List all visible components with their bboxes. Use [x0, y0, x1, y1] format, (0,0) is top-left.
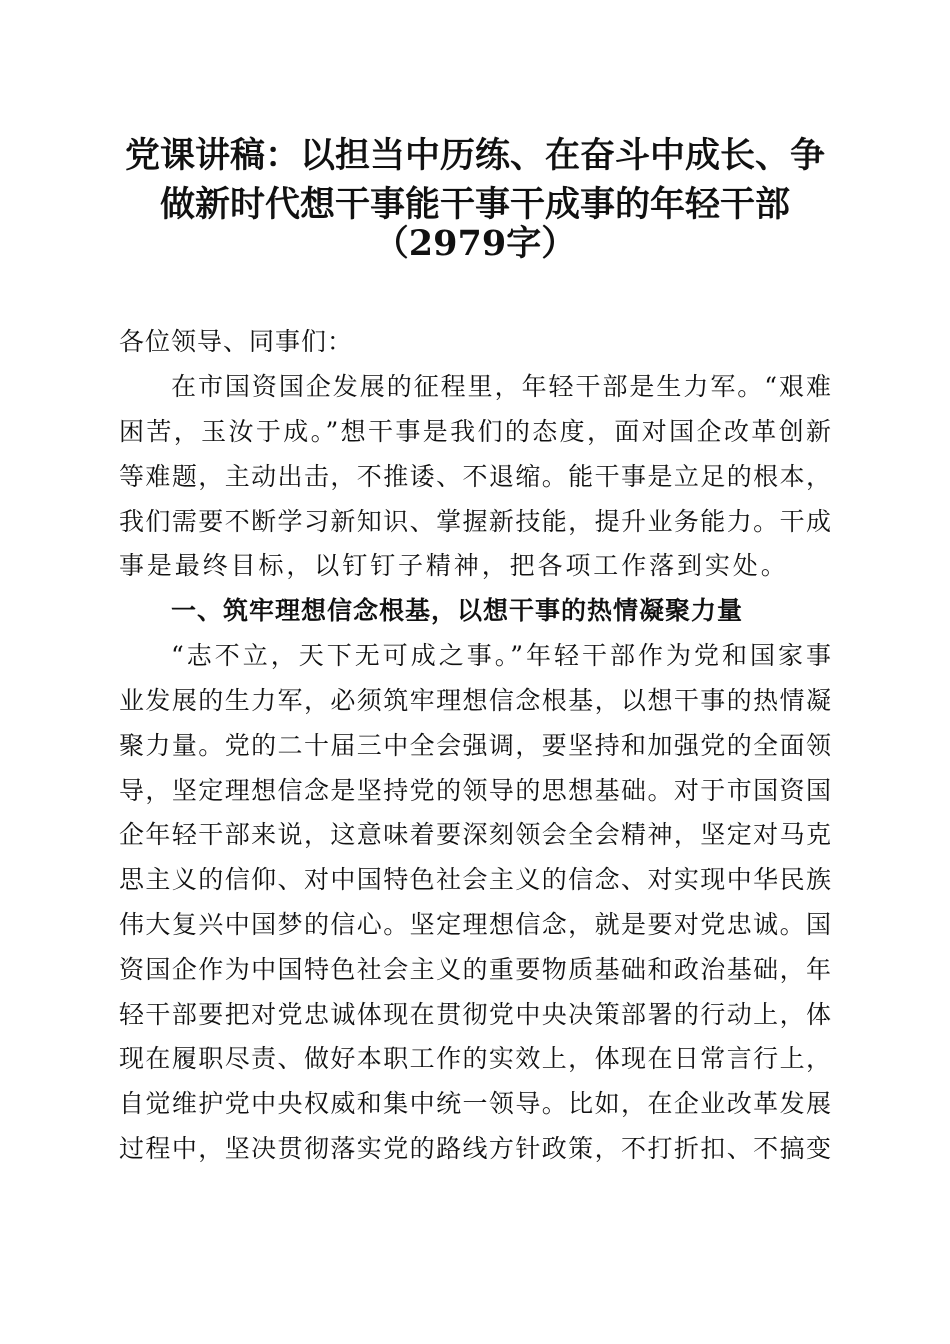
section-paragraph-line: 自觉维护党中央权威和集中统一领导。比如，在企业改革发展 [119, 1089, 831, 1118]
document-title-line-2: 做新时代想干事能干事干成事的年轻干部 [159, 184, 790, 225]
intro-paragraph-line: 在市国资国企发展的征程里，年轻干部是生力军。“艰难 [171, 372, 831, 401]
intro-paragraph-line: 事是最终目标，以钉钉子精神，把各项工作落到实处。 [119, 551, 789, 580]
document-title-line-1: 党课讲稿：以担当中历练、在奋斗中成长、争 [124, 135, 825, 176]
salutation: 各位领导、同事们： [119, 327, 354, 356]
intro-paragraph-line: 困苦，玉汝于成。”想干事是我们的态度，面对国企改革创新 [119, 417, 831, 446]
section-paragraph-line: 企年轻干部来说，这意味着要深刻领会全会精神，坚定对马克 [119, 820, 831, 849]
intro-paragraph-line: 我们需要不断学习新知识、掌握新技能，提升业务能力。干成 [119, 507, 831, 536]
section-paragraph-line: 资国企作为中国特色社会主义的重要物质基础和政治基础，年 [119, 955, 831, 984]
section-heading: 一、筑牢理想信念根基，以想干事的热情凝聚力量 [171, 596, 744, 625]
section-paragraph-line: 轻干部要把对党忠诚体现在贯彻党中央决策部署的行动上，体 [119, 1000, 831, 1029]
section-paragraph-line: 现在履职尽责、做好本职工作的实效上，体现在日常言行上， [119, 1044, 831, 1073]
document-title-word-count: （2979字） [373, 223, 577, 264]
section-paragraph-line: 聚力量。党的二十届三中全会强调，要坚持和加强党的全面领 [119, 731, 831, 760]
section-paragraph-line: 伟大复兴中国梦的信心。坚定理想信念，就是要对党忠诚。国 [119, 910, 831, 939]
section-paragraph-line: “志不立，天下无可成之事。”年轻干部作为党和国家事 [171, 641, 831, 670]
section-paragraph-line: 过程中，坚决贯彻落实党的路线方针政策，不打折扣、不搞变 [119, 1134, 831, 1163]
intro-paragraph-line: 等难题，主动出击，不推诿、不退缩。能干事是立足的根本， [119, 462, 831, 491]
section-paragraph-line: 思主义的信仰、对中国特色社会主义的信念、对实现中华民族 [119, 865, 831, 894]
section-paragraph-line: 业发展的生力军，必须筑牢理想信念根基，以想干事的热情凝 [119, 686, 831, 715]
section-paragraph-line: 导，坚定理想信念是坚持党的领导的思想基础。对于市国资国 [119, 776, 831, 805]
